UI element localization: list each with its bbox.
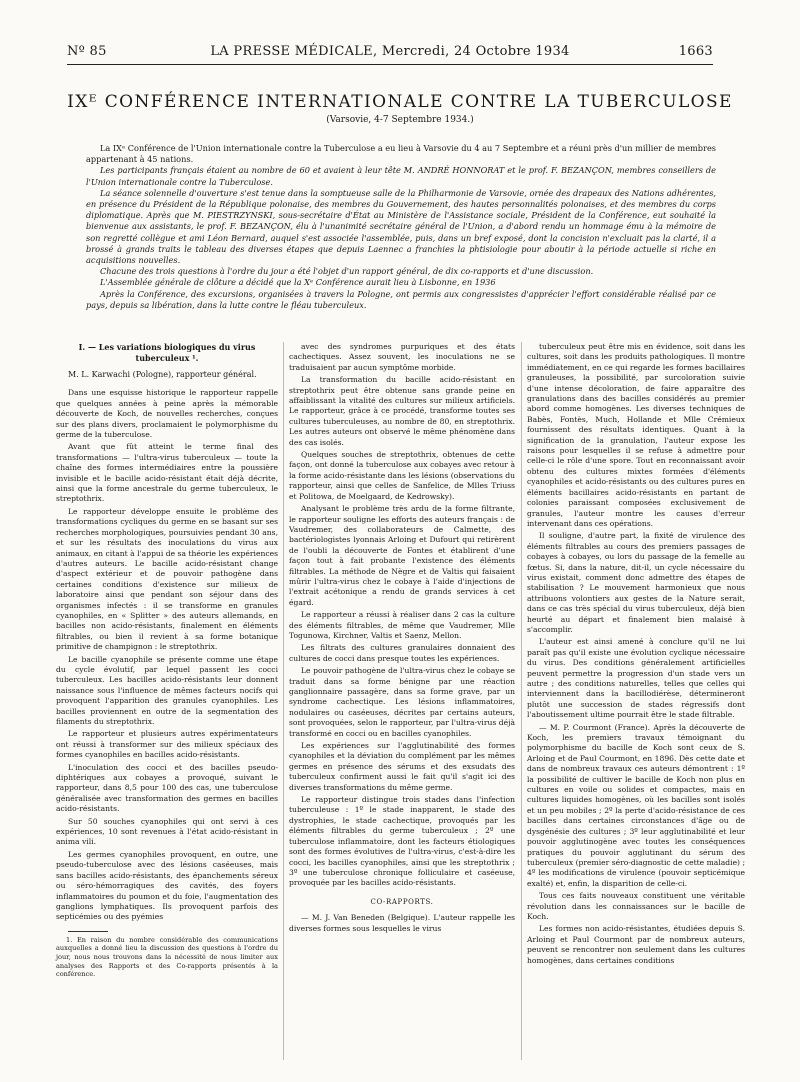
column-3 [527,342,745,968]
intro-block [86,143,716,311]
paragraph: Le bacille cyanophile se présente comme une étape du cycle évolutif, par lequel passent les cocci tuberculeux. Les bacilles acido-résistants leur donnent naissance sous l'influence de mêmes facteurs nocifs qui provoquent l'apparition des granules cyanophiles. Les bacilles proviennent en outre de la segmentation des filaments du streptothrix. [56,654,278,726]
paragraph: Les germes cyanophiles provoquent, en outre, une pseudo-tuberculose avec des lésions caséeuses, mais sans bacilles acido-résistants, des épanchements séreux ou séro-hémorragiques des cavités, des foyers inflammatoires du poumon et du foie, l'augmentation des ganglions lymphatiques. Ils provoquent parfois des septicémies ou des pyémies [56,849,278,922]
column-1 [56,342,278,979]
paragraph: — M. J. Van Beneden (Belgique). L'auteur rappelle les diverses formes sous lesquelles le virus [289,913,515,933]
paragraph: Analysant le problème très ardu de la forme filtrante, le rapporteur souligne les efforts des auteurs français : de Vaudremer, des collaborateurs de Calmette, des bactériologistes lyonnais Arloing et Dufourt qui retirèrent de l'oubli la découverte de Fontes et établirent d'une façon tout à fait probante l'existence des éléments filtrables. La méthode de Nègre et de Valtis qui faisaient mûrir l'ultra-virus chez le cobaye à l'aide d'injections de l'extrait acétonique a rendu de grands services à cet égard. [289,504,515,607]
column-divider [283,342,284,1060]
paragraph: Quelques souches de streptothrix, obtenues de cette façon, ont donné la tuberculose aux cobayes avec retour à la forme acido-résistante dans les lésions (observations du rapporteur, ainsi que celles de Sanfelice, de Mlles Triuss et Politowa, de Moelgaard, de Kedrowsky). [289,450,515,501]
paragraph: La transformation du bacille acido-résistant en streptothrix peut être obtenue sans grande peine en affaiblissant la vitalité des cultures sur milieux artificiels. Le rapporteur, grâce à ce procédé, transforme toutes ses cultures tuberculeuses, au nombre de 80, en streptothrix. Les autres auteurs ont observé le même phénomène dans des cas isolés. [289,375,515,447]
intro-paragraph: Après la Conférence, des excursions, organisées à travers la Pologne, ont permis aux congressistes d'apprécier l'effort considérable réalisé par ce pays, depuis sa libération, dans la lutte contre le fléau tuberculeux. [86,288,716,310]
intro-paragraph: L'Assemblée générale de clôture a décidé que la Xᵉ Conférence aurait lieu à Lisbonne, en 1936 [100,277,496,288]
paragraph: Dans une esquisse historique le rapporteur rappelle que quelques années à peine après la mémorable découverte de Koch, de nouvelles recherches, conçues sur des plans divers, proclamaient le polymorphisme du germe de la tuberculose. [56,388,278,440]
intro-paragraph: Les participants français étaient au nombre de 60 et avaient à leur tête M. ANDRÉ HONNORAT et le prof. F. BEZANÇON, membres conseillers de l'Union internationale contre la Tuberculose. [86,165,716,187]
paragraph: — M. P. Courmont (France). Après la découverte de Koch, les premiers travaux témoignant du polymorphisme du bacille de Koch sont ceux de S. Arloing et de Paul Courmont, en 1896. Dès cette date et dans de nombreux travaux ces auteurs démontrent : 1º la possibilité de cultiver le bacille de Koch non plus en cultures en voile ou solides et compactes, mais en cultures liquides homogènes, où les bacilles sont isolés et un peu mobiles ; 2º la perte d'acido-résistance de ces bacilles dans certaines circonstances d'âge ou de dysgénésie des cultures ; 3º leur agglutinabilité et leur pouvoir agglutinogène avec toutes les conséquences pratiques du pouvoir agglutinant du sérum des tuberculeux (premier séro-diagnostic de cette maladie) ; 4º les modifications de virulence (pouvoir septicémique exalté) et, enfin, la disparition de celle-ci. [527,722,745,888]
paragraph: Le pouvoir pathogène de l'ultra-virus chez le cobaye se traduit dans sa forme bénigne par une réaction ganglionnaire passagère, dans sa forme grave, par un syndrome cachectique. Les lésions inflammatoires, nodulaires ou caséeuses, décrites par certains auteurs, sont provoquées, selon le rapporteur, par l'ultra-virus déjà transformé en cocci ou en bacilles cyanophiles. [289,666,515,738]
paragraph: Tous ces faits nouveaux constituent une véritable révolution dans les connaissances sur le bacille de Koch. [527,891,745,921]
paragraph: Les formes non acido-résistantes, étudiées depuis S. Arloing et Paul Courmont par de nombreux auteurs, peuvent se rencontrer non seulement dans les cultures homogènes, dans certaines conditions [527,924,745,965]
paragraph: Il souligne, d'autre part, la fixité de virulence des éléments filtrables au cours des premiers passages de cobayes à cobayes, ou lors du passage de la femelle au fœtus. Si, dans la nature, dit-il, un cycle nécessaire du virus existait, comment donc admettre des étapes de stabilisation ? Le mouvement harmonieux que nous attribuons volontiers aux gestes de la Nature serait, dans ce cas très spécial du virus tuberculeux, déjà bien heurté au départ et finalement bien malaisé à s'accomplir. [527,531,745,634]
header-rule [67,64,713,65]
paragraph: avec des syndromes purpuriques et des états cachectiques. Assez souvent, les inoculations ne se traduisaient par aucun symptôme morbide. [289,342,515,372]
paragraph: Le rapporteur et plusieurs autres expérimentateurs ont réussi à transformer sur des milieux spéciaux des formes cyanophiles en bacilles acido-résistants. [56,729,278,760]
paragraph: Avant que fût atteint le terme final des transformations — l'ultra-virus tuberculeux — toute la chaîne des formes intermédiaires entre la poussière invisible et le bacille acido-résistant était déjà décrite, ainsi que la forme ancestrale du germe tuberculeux, le streptothrix. [56,442,278,504]
page-number: 1663 [678,44,713,59]
issue-number: Nº 85 [67,44,107,59]
conference-title: IXᴱ CONFÉRENCE INTERNATIONALE CONTRE LA TUBERCULOSE [67,92,733,112]
paragraph: L'auteur est ainsi amené à conclure qu'il ne lui paraît pas qu'il existe une évolution cyclique nécessaire du virus. Des conditions généralement artificielles peuvent permettre la progression d'un stade vers un autre ; des conditions naturelles, telles que celles qui interviennent dans la bacillodiérèse, détermineront plutôt une succession de stades régressifs dont l'aboutissement ultime pourrait être le stade filtrable. [527,637,745,720]
page-header [67,44,713,66]
paragraph: tuberculeux peut être mis en évidence, soit dans les cultures, soit dans les produits pathologiques. Il montre immédiatement, en ce qui regarde les formes bacillaires granuleuses, la possibilité, par surcoloration suivie d'une intense décoloration, de faire apparaître des granulations dans des bacilles considérés au premier abord comme homogènes. Les diverses techniques de Babès, Fontès, Much, Hollande et Mlle Crémieux fournissent des résultats identiques. Quant à la signification de la granulation, l'auteur expose les raisons pour lesquelles il se refuse à admettre pour celle-ci le rôle d'une spore. Tout en reconnaissant avoir obtenu des cultures mixtes formées d'éléments cyanophiles et acido-résistants ou des cultures pures en éléments bacillaires acido-résistants en partant de colonies paraissant composées exclusivement de granules, l'auteur montre les causes d'erreur intervenant dans ces opérations. [527,342,745,528]
intro-paragraph: La IXᵉ Conférence de l'Union internationale contre la Tuberculose a eu lieu à Varsovie du 4 au 7 Septembre et a réuni près d'un millier de membres appartenant à 45 nations. [86,143,716,165]
paragraph: L'inoculation des cocci et des bacilles pseudo-diphtériques aux cobayes a provoqué, suivant le rapporteur, dans 8,5 pour 100 des cas, une tuberculose généralisée avec transformation des germes en bacilles acido-résistants. [56,762,278,814]
paragraph: Sur 50 souches cyanophiles qui ont servi à ces expériences, 10 sont revenues à l'état acido-résistant in anima vili. [56,816,278,847]
corapports-heading: CO-RAPPORTS. [370,897,434,906]
intro-paragraph: La séance solennelle d'ouverture s'est tenue dans la somptueuse salle de la Philharmonie de Varsovie, ornée des drapeaux des Nations adhérentes, en présence du Président de la République polonaise, des membres du Gouvernement, des hautes personnalités polonaises, et des membres du corps diplomatique. Après que M. PIESTRZYNSKI, sous-secrétaire d'État au Ministère de l'Assistance sociale, Président de la Conférence, eut souhaité la bienvenue aux assistants, le prof. F. BEZANÇON, élu à l'unanimité secrétaire général de l'Union, a d'abord rendu un hommage ému à la mémoire de son regretté collègue et ami Léon Bernard, auquel s'est associée l'assemblée, puis, dans un bref exposé, dont la concision n'excluait pas la clarté, il a brossé à grands traits le tableau des diverses étapes que depuis Laennec a franchies la phtisiologie pour aboutir à la période actuelle si riche en acquisitions nouvelles. [86,187,716,266]
section-heading: I. — Les variations biologiques du virus tuberculeux ¹. [78,342,256,363]
paragraph: Le rapporteur a réussi à réaliser dans 2 cas la culture des éléments filtrables, de même que Vaudremer, Mlle Togunowa, Kirchner, Valtis et Saenz, Mellon. [289,610,515,640]
footnote-rule [68,931,108,932]
paragraph: Les filtrats des cultures granulaires donnaient des cultures de cocci dans presque toutes les expériences. [289,643,515,663]
paragraph: Le rapporteur distingue trois stades dans l'infection tuberculeuse : 1º le stade inapparent, le stade des dystrophies, le stade cachectique, provoqués par les éléments filtrables du germe tuberculeux ; 2º une tuberculose inflammatoire, dont les facteurs étiologiques sont des formes évolutives de l'ultra-virus, c'est-à-dire les cocci, les bacilles cyanophiles, ainsi que les streptothrix ; 3º une tuberculose chronique folliculaire et caséeuse, provoquée par les bacilles acido-résistants. [289,795,515,888]
intro-paragraph: Chacune des trois questions à l'ordre du jour a été l'objet d'un rapport général, de dix co-rapports et d'une discussion. [100,266,594,277]
footnote: 1. En raison du nombre considérable des communications auxquelles a donné lieu la discussion des questions à l'ordre du jour, nous nous trouvons dans la nécessité de nous limiter aux analyses des Rapports et des Co-rapports présentés à la conférence. [56,935,278,979]
rapporteur-line: M. L. Karwachi (Pologne), rapporteur général. [68,370,257,379]
conference-subtitle: (Varsovie, 4-7 Septembre 1934.) [326,115,474,125]
paragraph: Les expériences sur l'agglutinabilité des formes cyanophiles et la déviation du complément par les mêmes germes en présence des sérums et des exsudats des tuberculeux confirment aussi le fait qu'il s'agit ici des diverses transformations du même germe. [289,741,515,792]
journal-title: LA PRESSE MÉDICALE, Mercredi, 24 Octobre 1934 [210,44,570,59]
paragraph: Le rapporteur développe ensuite le problème des transformations cycliques du germe en se basant sur ses recherches morphologiques, poursuivies pendant 30 ans, et sur les résultats des inoculations du virus aux animaux, en citant à l'appui de sa théorie les expériences d'autres auteurs. Le bacille acido-résistant change d'aspect extérieur et de pouvoir pathogène dans certaines conditions d'existence sur milieux de laboratoire ainsi que pendant son séjour dans des organismes infectés : il se transforme en granules cyanophiles, en « Splitter » des auteurs allemands, en bacilles non acido-résistants, finalement en éléments filtrables, ou bien il revient à sa forme botanique primitive de champignon : le streptothrix. [56,506,278,652]
column-2 [289,342,515,936]
column-divider [521,342,522,1060]
